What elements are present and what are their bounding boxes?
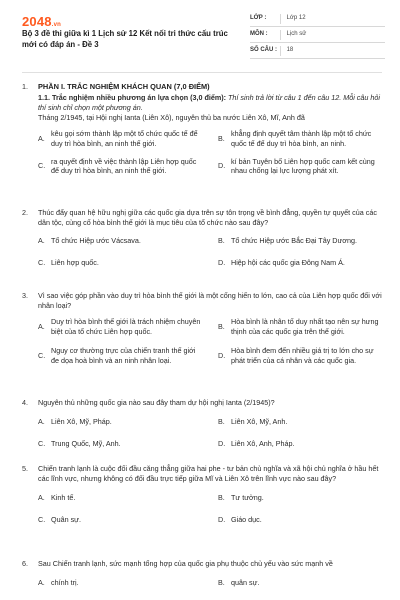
question-text: Tháng 2/1945, tại Hội nghị Ianta (Liên Xô), nguyên thủ ba nước Liên Xô, Mĩ, Anh đã [38,113,305,123]
option-label: D. [218,439,226,449]
option-b[interactable] [218,493,384,503]
answer-options [38,129,384,176]
option-text: ra quyết định về việc thành lập Liên hợp quốc để duy trì hòa bình, an ninh thế giới. [51,156,197,176]
option-a[interactable] [38,493,204,503]
section-instructions [38,93,384,112]
question-text: Vì sao việc góp phần vào duy trì hòa bình thế giới là một cống hiến to lớn, cao cả của Liên hợp quốc đối với nhân loại? [38,291,382,310]
option-a[interactable] [38,129,204,148]
option-a[interactable] [38,236,204,246]
document-title: Bộ 3 đề thi giữa kì 1 Lịch sử 12 Kết nối tri thức cấu trúc mới có đáp án - Đề 3 [22,29,228,49]
option-label: C. [38,439,46,449]
option-text: Tổ chức Hiệp ước Bắc Đại Tây Dương. [231,236,357,246]
meta-row-count [250,43,385,59]
logo-brand: 2048 [22,14,52,29]
option-text: Duy trì hòa bình thế giới là trách nhiệm chuyên biệt của tổ chức Liên hợp quốc. [51,317,201,337]
option-a[interactable] [38,317,204,336]
option-b[interactable] [218,317,384,336]
meta-row-class [250,11,385,27]
meta-key: MÔN : [250,31,268,38]
section-heading: PHẦN I. TRẮC NGHIỆM KHÁCH QUAN (7,0 ĐIỂM) [38,82,210,91]
option-label: A. [38,416,45,426]
question-number: 3. [22,291,28,300]
question-number: 5. [22,464,28,473]
option-label: D. [218,161,226,171]
option-text: khẳng định quyết tâm thành lập một tổ chức quốc tế để duy trì hòa bình, an ninh. [231,129,372,148]
option-label: A. [38,493,45,503]
question-text: Nguyên thủ những quốc gia nào sau đây tham dự hội nghị Ianta (2/1945)? [38,398,275,407]
option-d[interactable] [218,439,384,449]
option-text: quân sự. [231,577,260,587]
option-b[interactable] [218,578,384,588]
option-label: B. [218,134,225,143]
option-b[interactable] [218,236,384,246]
answer-options [38,236,384,267]
option-label: A. [38,236,45,246]
meta-divider [280,46,281,56]
subsection-heading: 1.1. Trắc nghiệm nhiều phương án lựa chọn (3,0 điểm): [38,92,227,102]
meta-divider [280,30,281,40]
question-4 [22,398,384,449]
option-c[interactable] [38,346,204,365]
option-label: B. [218,236,225,246]
question-number: 6. [22,559,28,568]
option-d[interactable] [218,157,384,176]
option-c[interactable] [38,515,204,525]
question-6 [22,559,384,587]
option-label: C. [38,258,46,268]
option-label: A. [38,134,45,143]
option-label: B. [218,577,225,587]
subsection-instruction: Thí sinh trả lời từ câu 1 đến câu 12. Mỗi câu hỏi thí sinh chỉ chọn một phương án. [38,92,380,112]
question-2 [22,208,384,268]
question-text: Sau Chiến tranh lạnh, sức mạnh tổng hợp của quốc gia phụ thuộc chủ yếu vào sức mạnh về [38,559,333,568]
option-d[interactable] [218,258,384,268]
meta-row-subject [250,27,385,43]
option-c[interactable] [38,439,204,449]
header-divider [22,72,382,73]
option-text: Trung Quốc, Mỹ, Anh. [51,439,121,449]
option-d[interactable] [218,346,384,365]
option-b[interactable] [218,129,384,148]
option-label: D. [218,258,226,268]
option-a[interactable] [38,578,204,588]
meta-key: LỚP : [250,15,267,22]
option-a[interactable] [38,417,204,427]
option-text: Kinh tế. [51,493,76,503]
option-b[interactable] [218,417,384,427]
option-text: Hòa bình là nhân tố duy nhất tạo nên sự hưng thịnh của các quốc gia trên thế giới. [231,317,379,337]
option-label: C. [38,515,46,525]
option-text: Liên Xô, Mỹ, Pháp. [51,416,112,426]
option-label: C. [38,350,46,360]
meta-value: 18 [286,47,294,54]
option-text: kí bản Tuyên bố Liên hợp quốc cam kết cùng nhau chống lại lực lượng phát xít. [231,156,375,176]
option-text: Nguy cơ thường trực của chiến tranh thế giới đe dọa hoà bình và an ninh nhân loại. [51,345,196,365]
meta-table [250,11,385,59]
question-number: 4. [22,398,28,407]
option-label: A. [38,577,45,587]
option-text: Liên Xô, Mỹ, Anh. [231,416,288,426]
logo-suffix: .vn [51,22,62,28]
question-text: Chiến tranh lạnh là cuộc đối đầu căng thẳng giữa hai phe - tư bản chủ nghĩa và xã hội chủ nghĩa ở hầu hết các lĩnh vực, nhưng không có đối đầu trực tiếp giữa Mĩ và Liên Xô trên lĩnh vực nào sau đây? [38,464,379,483]
option-c[interactable] [38,258,204,268]
option-text: Liên hợp quốc. [51,258,99,268]
meta-key: SỐ CÂU : [250,47,277,54]
option-label: D. [218,515,226,525]
question-3 [22,291,384,365]
question-1 [22,82,384,176]
question-text: Thúc đẩy quan hệ hữu nghị giữa các quốc gia dựa trên sự tôn trọng về bình đẳng, quyền tự quyết của các dân tộc, củng cố hòa bình thế giới là mục tiêu của tổ chức nào sau đây? [38,208,377,227]
question-number: 1. [22,82,28,91]
question-5 [22,464,384,525]
answer-options [38,493,384,524]
option-c[interactable] [38,157,204,176]
option-label: B. [218,322,225,332]
question-number: 2. [22,208,28,217]
option-label: C. [38,161,46,171]
meta-divider [280,14,281,24]
option-label: B. [218,493,225,503]
option-label: B. [218,416,225,426]
answer-options [38,417,384,449]
option-text: Hòa bình đem đến nhiều giá trị to lớn cho sự phát triển của cá nhân và các quốc gia. [231,345,374,365]
meta-value: Lịch sử [286,31,307,38]
answer-options [38,317,384,365]
option-text: Tư tưởng. [231,493,264,503]
option-text: Giáo dục. [231,515,262,525]
option-text: kêu gọi sớm thành lập một tổ chức quốc tế để duy trì hòa bình, an ninh thế giới. [51,129,198,148]
document-header [0,0,400,68]
option-label: A. [38,322,45,332]
option-text: Tổ chức Hiệp ước Vácsava. [51,236,141,246]
option-text: Quân sự. [51,515,81,525]
option-d[interactable] [218,515,384,525]
option-text: Liên Xô, Anh, Pháp. [231,439,295,449]
answer-options [38,578,384,588]
meta-value: Lớp 12 [286,15,306,22]
option-label: D. [218,350,226,360]
option-text: Hiệp hội các quốc gia Đông Nam Á. [231,258,345,268]
site-logo[interactable] [22,13,61,31]
option-text: chính trị. [51,577,79,587]
